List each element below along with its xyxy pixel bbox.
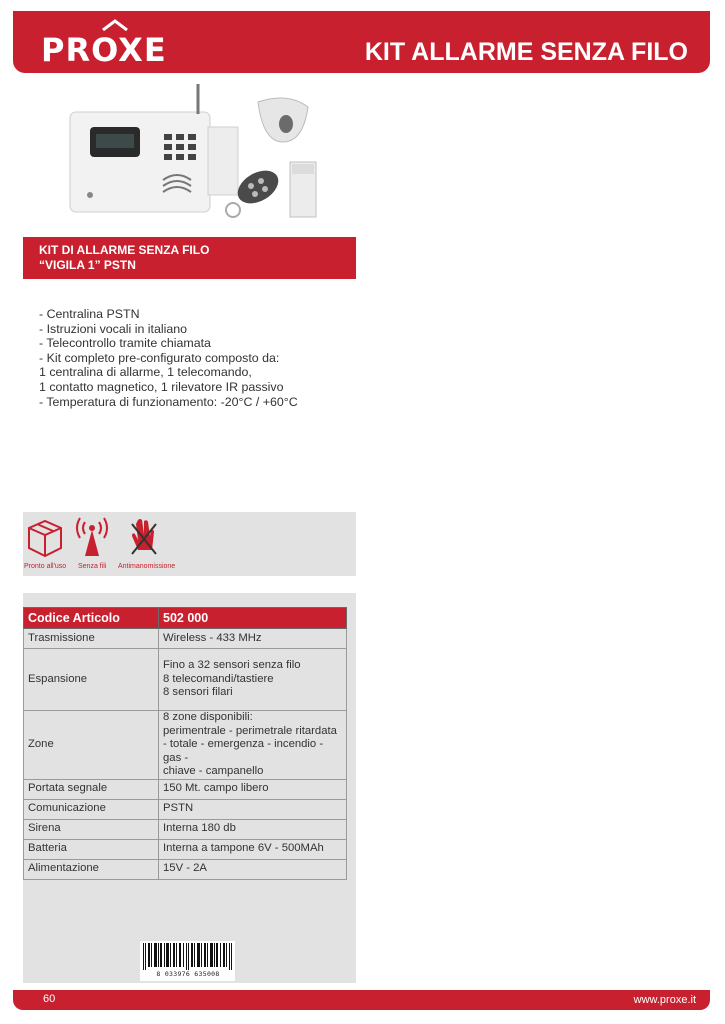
antenna-icon: [75, 516, 109, 560]
spec-value-line: 8 zone disponibili:: [163, 711, 253, 723]
spec-value: [159, 799, 347, 819]
no-tamper-hand-icon: [126, 516, 160, 560]
barcode-number: 8 033976 635008: [156, 970, 220, 978]
page-title: KIT ALLARME SENZA FILO: [364, 38, 688, 66]
table-row: [24, 649, 347, 711]
barcode: [140, 941, 235, 981]
spec-table: [23, 607, 347, 880]
spec-value-line: - totale - emergenza - incendio - gas -: [163, 738, 324, 764]
spec-value: [159, 711, 347, 780]
spec-value-line: Fino a 32 sensori senza filo: [163, 659, 301, 672]
brand-name: PROXE: [41, 31, 167, 69]
feature-item: 1 contatto magnetico, 1 rilevatore IR passivo: [39, 379, 284, 394]
spec-key: Portata segnale: [24, 779, 159, 799]
icon-label-wireless: Senza fili: [78, 563, 107, 570]
spec-value-line: 8 telecomandi/tastiere: [163, 672, 274, 685]
spec-header-row: [24, 608, 347, 629]
box-icon: [26, 516, 64, 560]
page-header: [13, 11, 710, 73]
product-name-band: [23, 237, 356, 279]
spec-value-line: 8 sensori filari: [163, 686, 233, 699]
spec-key: Trasmissione: [24, 629, 159, 649]
roof-icon: [101, 19, 129, 31]
spec-value-line: perimentrale - perimetrale ritardata: [163, 724, 337, 737]
feature-item: - Kit completo pre-configurato composto da:: [39, 350, 280, 365]
spec-value-line: chiave - campanello: [163, 765, 264, 777]
product-name-line2: “VIGILA 1” PSTN: [39, 258, 136, 272]
spec-value-line: PSTN: [163, 802, 194, 815]
spec-value-line: 15V - 2A: [163, 862, 207, 875]
table-row: [24, 779, 347, 799]
brand-logo: [41, 31, 167, 69]
spec-value: [159, 839, 347, 859]
table-row: [24, 711, 347, 780]
product-name-line1: KIT DI ALLARME SENZA FILO: [39, 243, 210, 257]
spec-key: Zone: [24, 711, 159, 780]
spec-value-line: Interna a tampone 6V - 500MAh: [163, 842, 324, 855]
spec-key: Batteria: [24, 839, 159, 859]
spec-key: Sirena: [24, 819, 159, 839]
spec-value: [159, 819, 347, 839]
feature-item: - Telecontrollo tramite chiamata: [39, 336, 211, 351]
page-footer: [13, 990, 710, 1010]
feature-item: - Temperatura di funzionamento: -20°C / +60°C: [39, 394, 298, 409]
table-row: [24, 799, 347, 819]
page-number: 60: [43, 993, 56, 1005]
spec-key: Alimentazione: [24, 859, 159, 879]
barcode-bars: [143, 943, 232, 970]
spec-value-line: Wireless - 433 MHz: [163, 631, 262, 644]
spec-value-line: 150 Mt. campo libero: [163, 782, 269, 795]
spec-header-key: Codice Articolo: [24, 608, 159, 629]
feature-item: - Istruzioni vocali in italiano: [39, 321, 188, 336]
website-link[interactable]: www.proxe.it: [633, 994, 696, 1006]
table-row: [24, 629, 347, 649]
feature-icons-panel: [23, 512, 356, 576]
table-row: [24, 819, 347, 839]
icon-label-antitamper: Antimanomissione: [118, 563, 176, 570]
icon-label-ready: Pronto all'uso: [24, 563, 67, 570]
spec-header-value: 502 000: [159, 608, 347, 629]
spec-value-line: Interna 180 db: [163, 822, 236, 835]
spec-value: [159, 859, 347, 879]
table-row: [24, 839, 347, 859]
feature-list: [39, 307, 298, 409]
spec-value: [159, 779, 347, 799]
feature-item: 1 centralina di allarme, 1 telecomando,: [39, 365, 252, 380]
table-row: [24, 859, 347, 879]
spec-key: Espansione: [24, 649, 159, 711]
product-photo: [68, 82, 330, 232]
spec-value: [159, 649, 347, 711]
feature-item: - Centralina PSTN: [39, 307, 140, 321]
spec-key: Comunicazione: [24, 799, 159, 819]
spec-value: [159, 629, 347, 649]
